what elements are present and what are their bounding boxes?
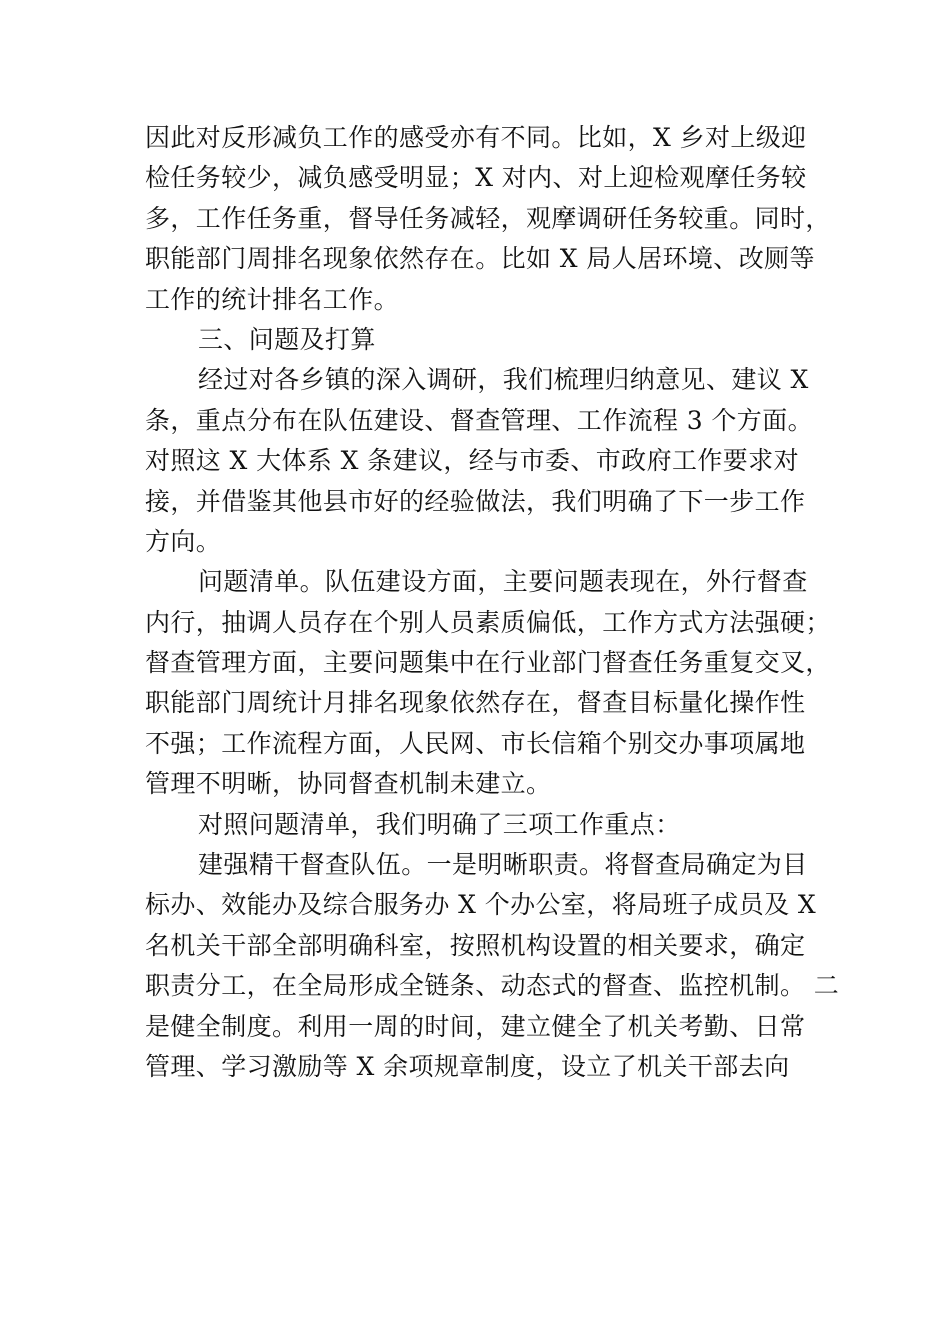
text-line: 因此对反形减负工作的感受亦有不同。比如，X 乡对上级迎: [145, 123, 807, 152]
text-line: 方向。: [145, 526, 222, 556]
text-line: 名机关干部全部明确科室，按照机构设置的相关要求，确定: [145, 930, 806, 960]
text-line: 工作的统计排名工作。: [145, 284, 400, 314]
section-heading: 三、问题及打算: [198, 324, 376, 354]
text-line: 问题清单。队伍建设方面，主要问题表现在，外行督查: [198, 567, 808, 597]
text-line: 检任务较少，减负感受明显；X 对内、对上迎检观摩任务较: [145, 163, 807, 193]
text-line: 内行，抽调人员存在个别人员素质偏低，工作方式方法强硬；: [145, 607, 831, 637]
text-line: 多，工作任务重，督导任务减轻，观摩调研任务较重。同时，: [145, 203, 831, 233]
text-line: 对照这 X 大体系 X 条建议，经与市委、市政府工作要求对: [145, 446, 799, 476]
text-line: 职责分工，在全局形成全链条、动态式的督查、监控机制。 二: [145, 971, 840, 1001]
text-line: 标办、效能办及综合服务办 X 个办公室，将局班子成员及 X: [145, 890, 817, 920]
text-line: 管理不明晰，协同督查机制未建立。: [145, 769, 552, 799]
text-line: 建强精干督查队伍。一是明晰职责。将督查局确定为目: [198, 850, 808, 880]
document-body: [145, 118, 840, 1087]
text-line: 职能部门周排名现象依然存在。比如 X 局人居环境、改厕等: [145, 244, 815, 274]
text-line: 接，并借鉴其他县市好的经验做法，我们明确了下一步工作: [145, 486, 806, 516]
text-line: 管理、学习激励等 X 余项规章制度，设立了机关干部去向: [145, 1051, 790, 1081]
text-line: 经过对各乡镇的深入调研，我们梳理归纳意见、建议 X: [198, 365, 809, 395]
text-line: 不强；工作流程方面，人民网、市长信箱个别交办事项属地: [145, 728, 806, 758]
text-line: 条，重点分布在队伍建设、督查管理、工作流程 3 个方面。: [145, 405, 814, 435]
text-line: 职能部门周统计月排名现象依然存在，督查目标量化操作性: [145, 688, 806, 718]
text-line: 对照问题清单，我们明确了三项工作重点：: [198, 809, 681, 839]
text-line: 是健全制度。利用一周的时间，建立健全了机关考勤、日常: [145, 1011, 806, 1041]
text-line: 督查管理方面，主要问题集中在行业部门督查任务重复交叉，: [145, 648, 831, 678]
